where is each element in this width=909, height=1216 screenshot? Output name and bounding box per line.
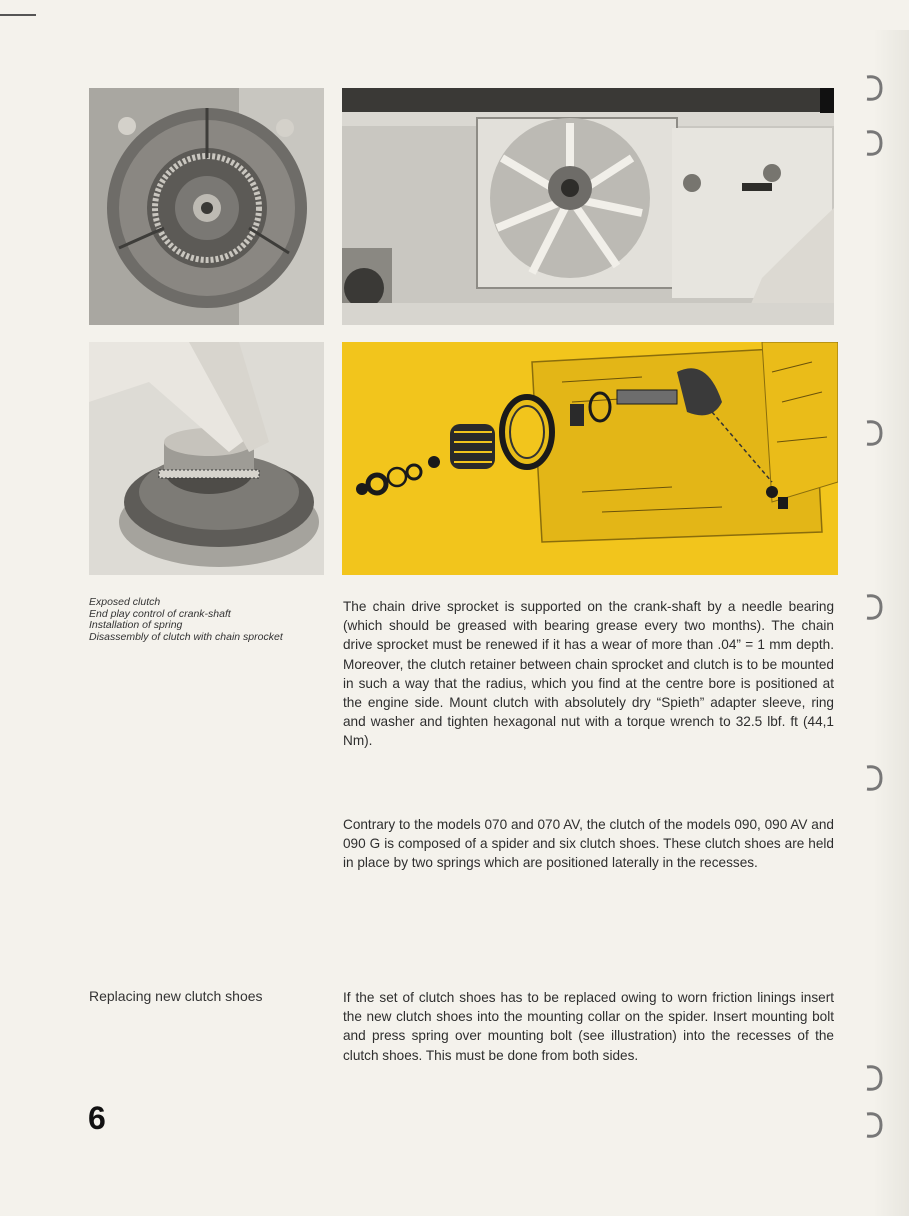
caption-exposed-clutch: Exposed clutch bbox=[89, 596, 161, 608]
disassembly-illustration-image bbox=[342, 342, 838, 575]
caption-disassembly: Disassembly of clutch with chain sprocket bbox=[89, 630, 283, 643]
side-heading-replacing-shoes: Replacing new clutch shoes bbox=[89, 988, 263, 1004]
binder-ring-5 bbox=[863, 763, 885, 793]
photo-end-play-control bbox=[342, 88, 834, 325]
paragraph-replacing-shoes: If the set of clutch shoes has to be replaced owing to worn friction linings insert the new clutch shoes into the mounting collar on the spider. Insert mounting bolt and press spring over mounting bolt (see illustration) into the recesses of the clutch shoes. This must be done from both sides. bbox=[343, 990, 834, 1063]
binder-ring-3 bbox=[863, 418, 885, 448]
paragraph-chain-sprocket: The chain drive sprocket is supported on the crank-shaft by a needle bearing (which should be greased with bearing grease every two months). The chain drive sprocket must be renewed if it has a wear of more than .04” = 1 mm depth. Moreover, the clutch retainer between chain sprocket and clutch is to be mounted in such a way that the radius, which you find at the centre bore is positioned at the engine side. Mount clutch with absolutely dry “Spieth” adapter sleeve, ring and washer and tighten hexagonal nut with a torque wrench to 32.5 lbf. ft (44,1 Nm). bbox=[343, 599, 834, 749]
binder-ring-7 bbox=[863, 1110, 885, 1140]
page-number: 6 bbox=[88, 1100, 106, 1136]
end-play-control-image bbox=[342, 88, 834, 325]
illustration-disassembly bbox=[342, 342, 838, 575]
corner-mark bbox=[0, 0, 36, 16]
installation-of-spring-image bbox=[89, 342, 324, 575]
paragraph-clutch-composition: Contrary to the models 070 and 070 AV, the clutch of the models 090, 090 AV and 090 G is composed of a spider and six clutch shoes. These clutch shoes are held in place by two springs which are positioned laterally in the recesses. bbox=[343, 817, 834, 871]
binder-ring-1 bbox=[863, 73, 885, 103]
exposed-clutch-image bbox=[89, 88, 324, 325]
caption-installation: Installation of spring bbox=[89, 619, 183, 632]
page-edge bbox=[873, 30, 909, 1216]
photo-installation-of-spring bbox=[89, 342, 324, 575]
binder-ring-4 bbox=[863, 592, 885, 622]
binder-ring-6 bbox=[863, 1063, 885, 1093]
caption-end-play: End play control of crank-shaft bbox=[89, 607, 231, 620]
figure-captions bbox=[89, 597, 299, 643]
binder-ring-2 bbox=[863, 128, 885, 158]
photo-exposed-clutch bbox=[89, 88, 324, 325]
